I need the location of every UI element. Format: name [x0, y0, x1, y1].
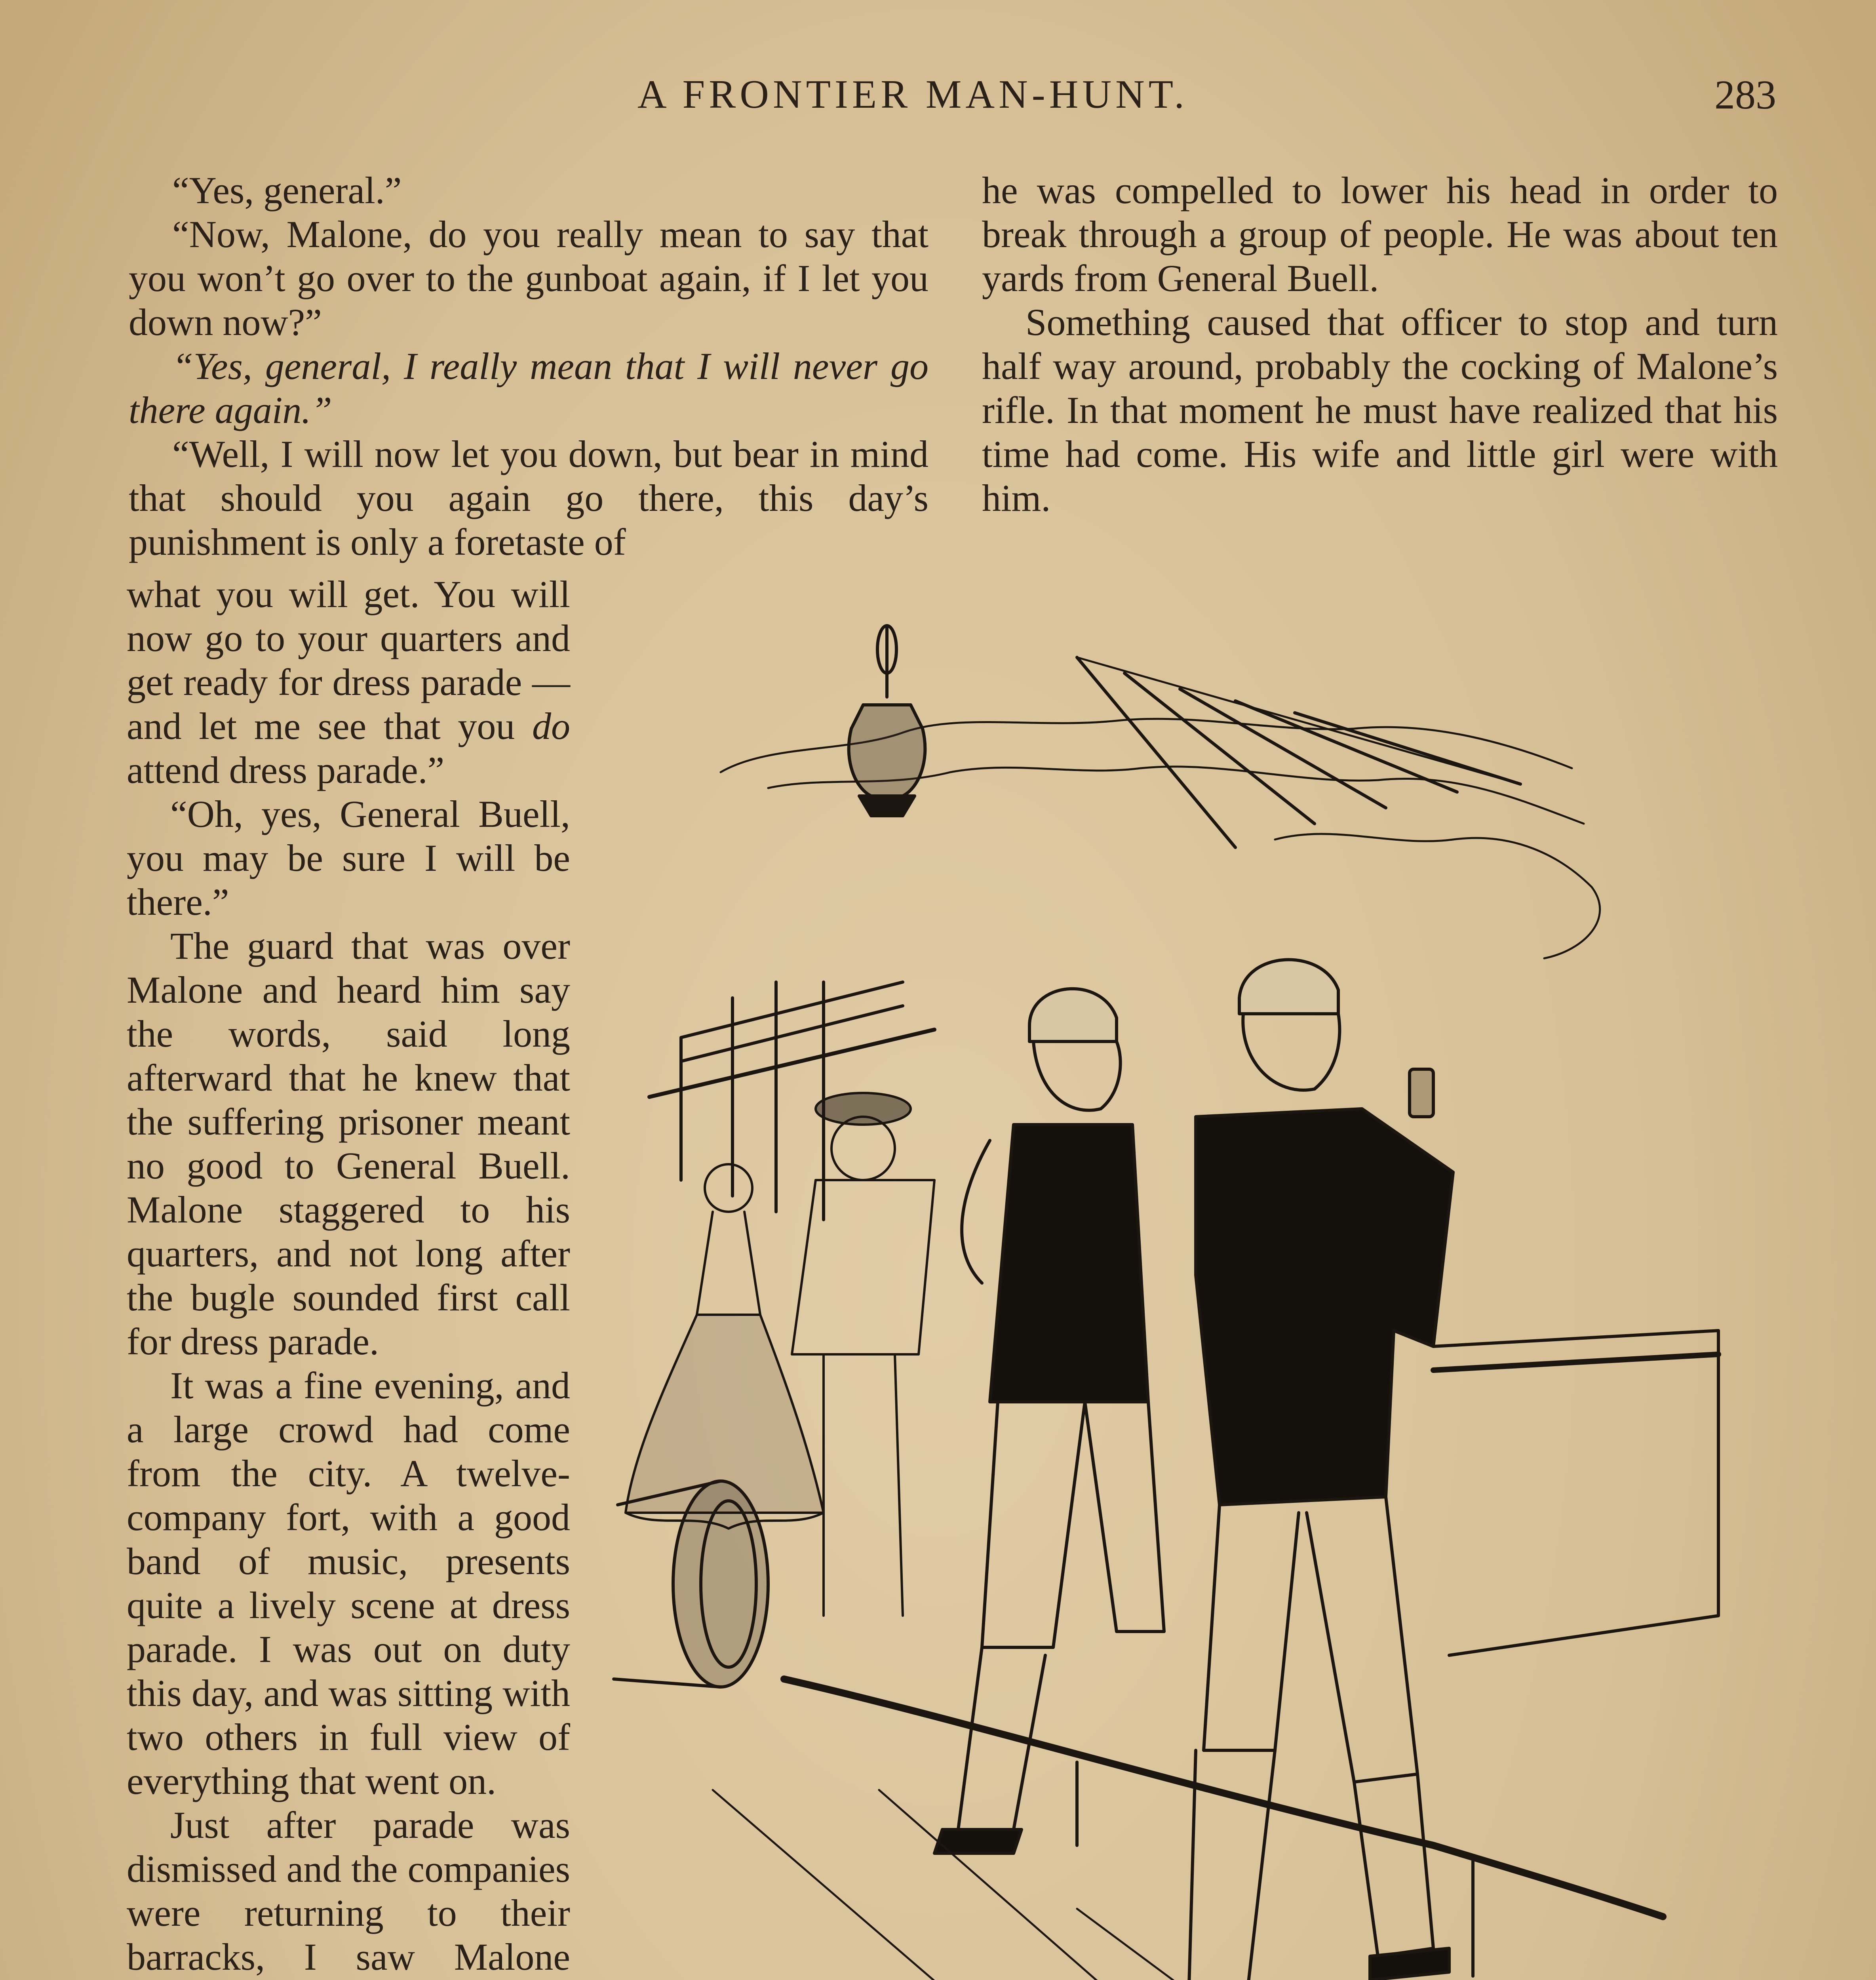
column-narrow-left — [127, 572, 570, 1980]
paragraph: “Now, Malone, do you really mean to say that you won’t go over to the gunboat again, if I let you down now?” — [129, 213, 928, 343]
deck-beam — [1235, 701, 1457, 792]
paragraph: “Well, I will now let you down, but bear in mind that should you again go there, this day’s punishment is only a foretaste of — [129, 433, 928, 563]
rail — [649, 1030, 934, 1097]
paragraph: The guard that was over Malone and heard him say the words, said long afterward that he knew that the suffering prisoner meant no good to General Buell. Malone staggered to his quarters, and not long after the bugle sounded first call for dress parade. — [127, 925, 570, 1363]
background-man-figure — [792, 1093, 934, 1616]
deck-floor — [713, 1790, 1513, 1980]
paragraph: he was compelled to lower his head in order to break through a group of people. He was about ten yards from General Buell. — [982, 169, 1778, 299]
paragraph: “Yes, general, I really mean that I will never go there again.” — [129, 345, 928, 431]
paragraph — [127, 572, 570, 792]
paragraph: “Oh, yes, General Buell, you may be sure I will be there.” — [127, 793, 570, 923]
text-run: what you will get. You will now go to your quarters and get ready for dress parade — and let me see that you — [127, 573, 570, 747]
smoke-cloud — [1275, 834, 1600, 958]
paragraph: “Yes, general.” — [172, 169, 402, 211]
bar-counter — [1433, 1331, 1718, 1655]
lantern-icon — [849, 705, 925, 796]
column-top-left — [129, 168, 928, 564]
page-number: 283 — [1714, 72, 1776, 118]
deck-beam — [1077, 657, 1235, 847]
paragraph: It was a fine evening, and a large crowd had come from the city. A twelve-company fort, with a good band of music, presents quite a lively scene at dress parade. I was out on duty this day, and was sitting with two others in full view of everything that went on. — [127, 1364, 570, 1802]
soldier-right-figure — [1172, 960, 1453, 1980]
lantern-base — [859, 796, 915, 816]
column-top-right — [982, 168, 1778, 520]
paragraph: Something caused that officer to stop and turn half way around, probably the cocking of Malone’s rifle. In that moment he must have realized that his time had come. His wife and little girl were with him. — [982, 301, 1778, 519]
emphasis: do — [532, 705, 570, 747]
illustration — [602, 602, 1750, 1980]
text-run: attend dress parade.” — [127, 749, 445, 791]
bar-counter-edge — [1433, 1354, 1718, 1370]
page-header — [0, 71, 1876, 131]
foot-rail — [784, 1679, 1663, 1917]
running-title: A FRONTIER MAN-HUNT. — [637, 72, 1188, 117]
paragraph: Just after parade was dismissed and the companies were returning to their barracks, I saw Malone — [127, 1804, 570, 1978]
deck-beam — [1077, 657, 1520, 784]
